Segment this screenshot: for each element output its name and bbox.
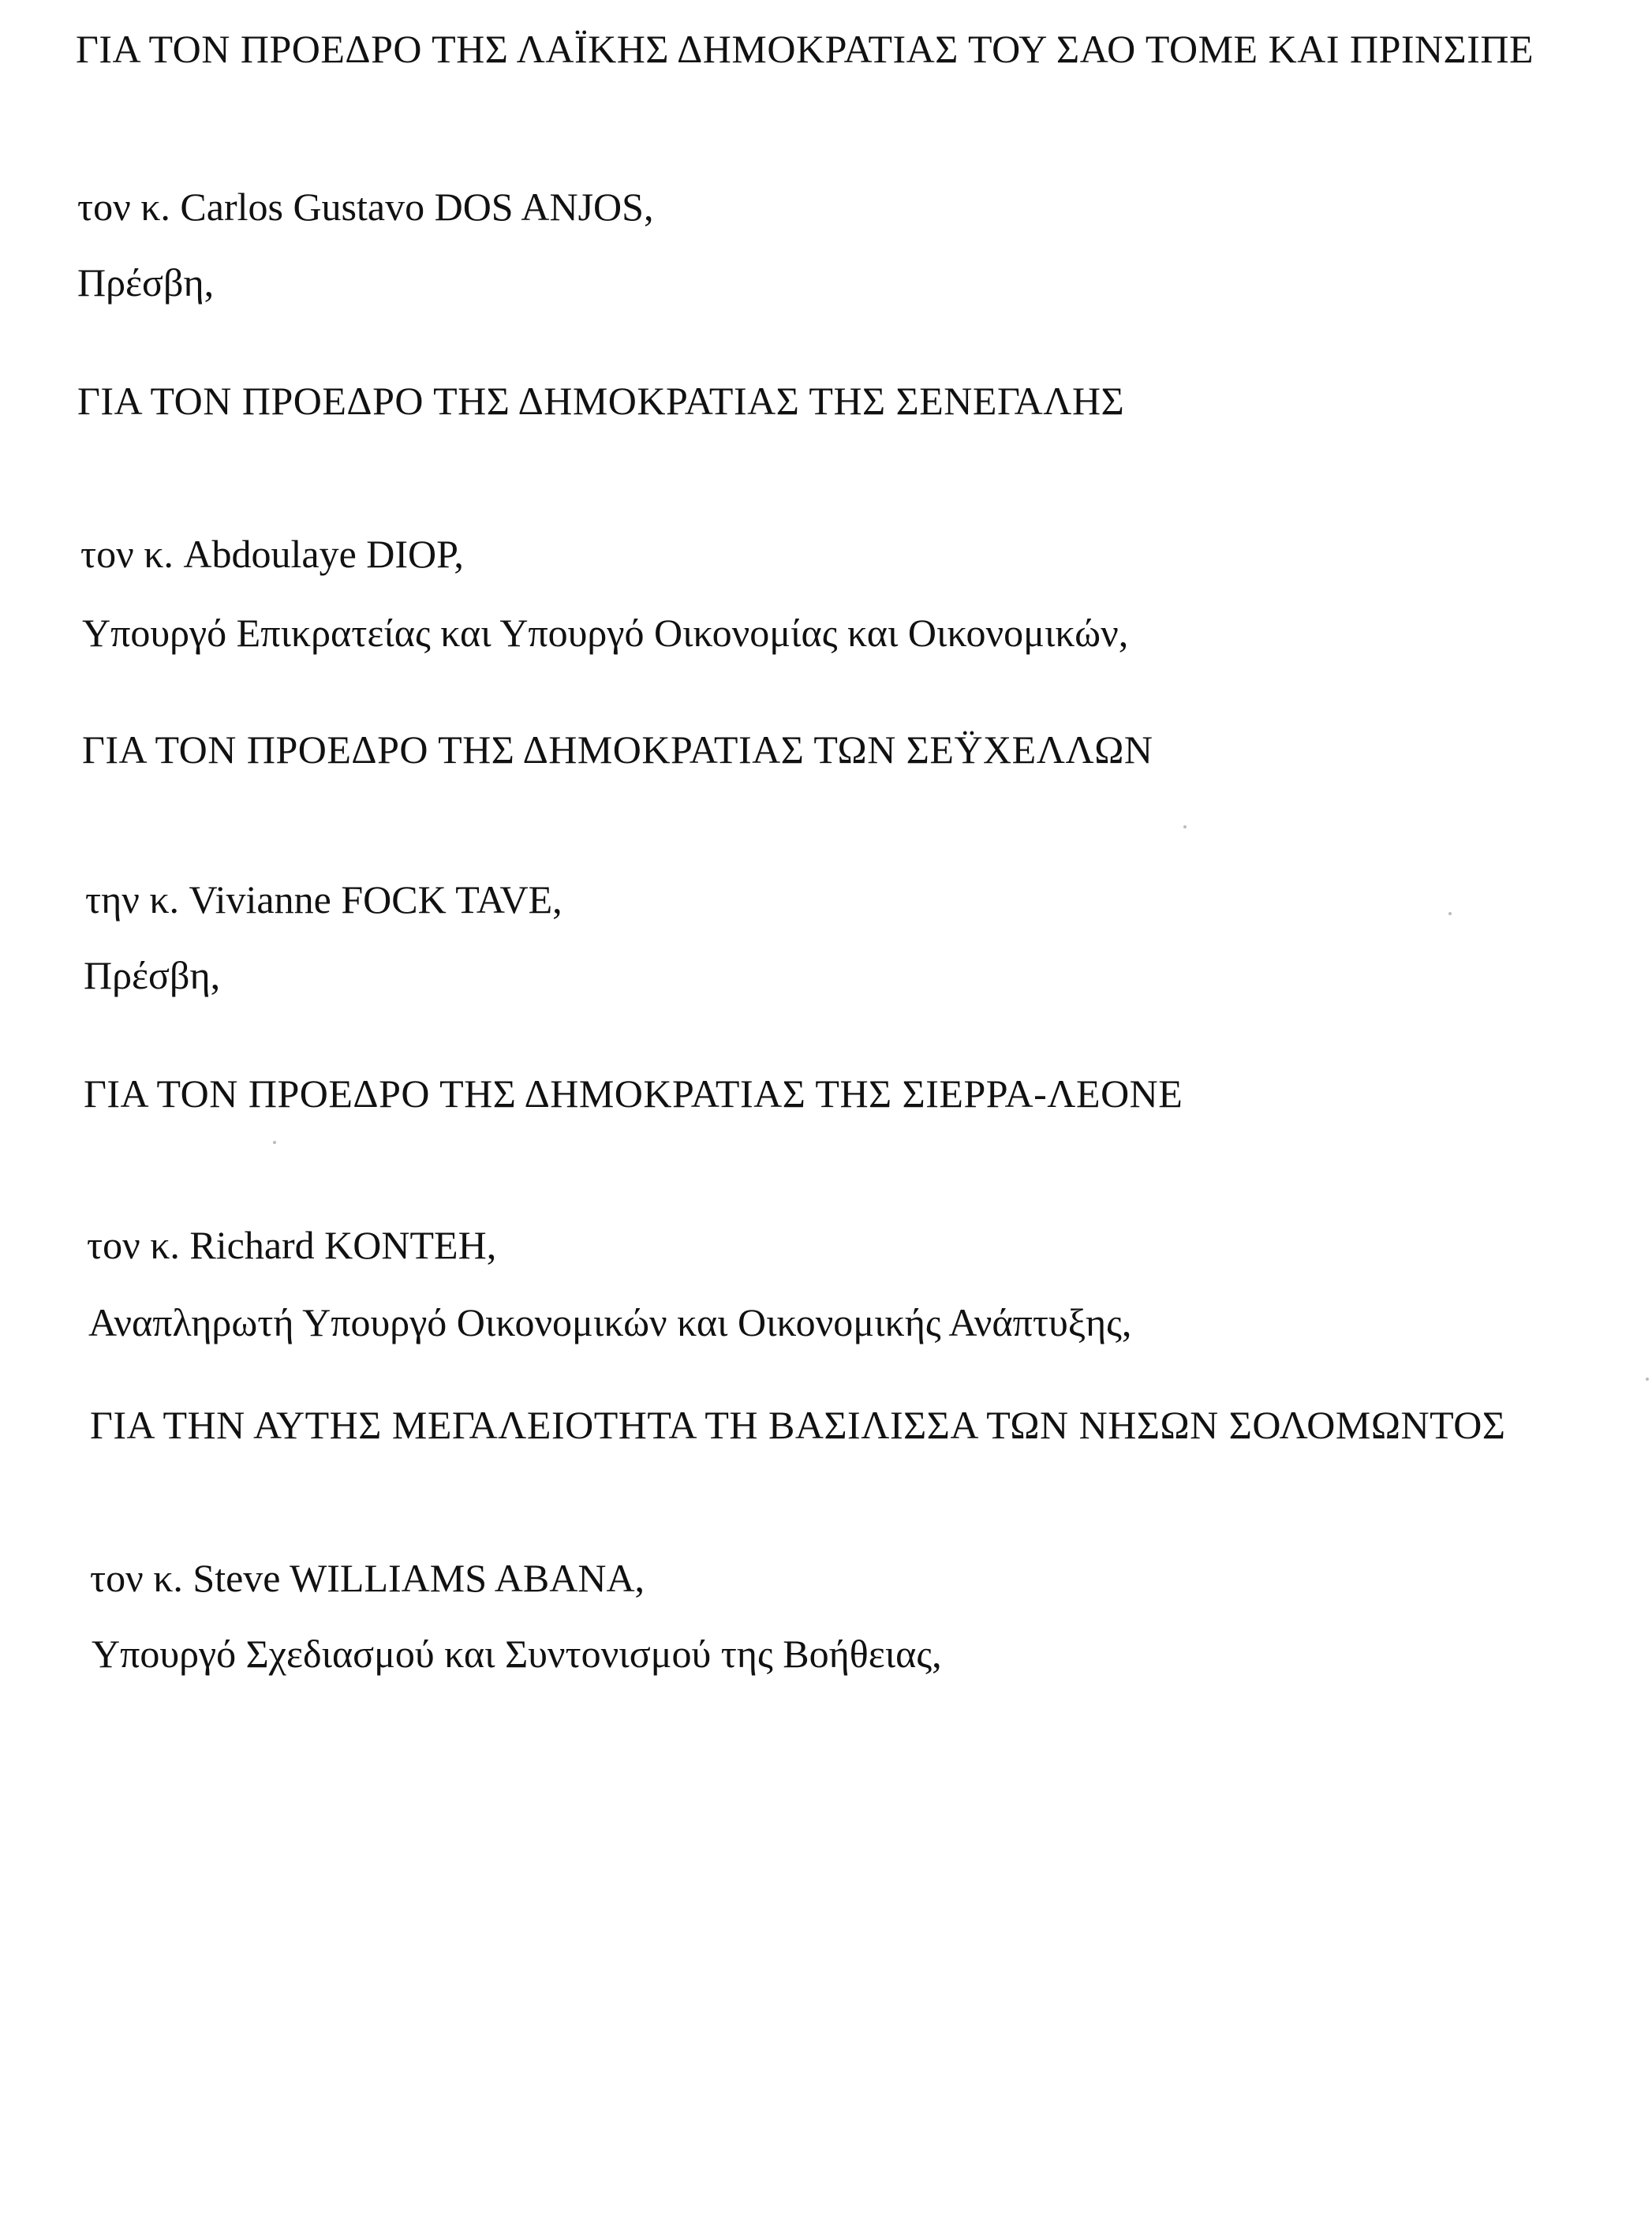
scan-speck xyxy=(1448,912,1452,915)
signatory-name: την κ. Vivianne FOCK TAVE, xyxy=(85,877,563,922)
signatory-title: Πρέσβη, xyxy=(84,953,221,997)
signatory-heading-seychelles: ΓΙΑ ΤΟΝ ΠΡΟΕΔΡΟ ΤΗΣ ΔΗΜΟΚΡΑΤΙΑΣ ΤΩΝ ΣΕΫΧΕΛΛΩΝ xyxy=(82,727,1153,772)
signatory-heading-sierra-leone: ΓΙΑ ΤΟΝ ΠΡΟΕΔΡΟ ΤΗΣ ΔΗΜΟΚΡΑΤΙΑΣ ΤΗΣ ΣΙΕΡΡΑ-ΛΕΟΝΕ xyxy=(84,1071,1183,1116)
signatory-name: τον κ. Abdoulaye DIOP, xyxy=(80,532,464,576)
signatory-heading-senegal: ΓΙΑ ΤΟΝ ΠΡΟΕΔΡΟ ΤΗΣ ΔΗΜΟΚΡΑΤΙΑΣ ΤΗΣ ΣΕΝΕΓΑΛΗΣ xyxy=(77,379,1125,423)
signatory-title: Αναπληρωτή Υπουργό Οικονομικών και Οικονομικής Ανάπτυξης, xyxy=(88,1300,1132,1344)
scan-speck xyxy=(1646,1378,1649,1381)
scan-speck xyxy=(1183,825,1187,828)
signatory-heading-sao-tome: ΓΙΑ ΤΟΝ ΠΡΟΕΔΡΟ ΤΗΣ ΛΑΪΚΗΣ ΔΗΜΟΚΡΑΤΙΑΣ ΤΟΥ ΣΑΟ ΤΟΜΕ ΚΑΙ ΠΡΙΝΣΙΠΕ xyxy=(76,27,1534,71)
signatory-heading-solomon-islands: ΓΙΑ ΤΗΝ ΑΥΤΗΣ ΜΕΓΑΛΕΙΟΤΗΤΑ ΤΗ ΒΑΣΙΛΙΣΣΑ ΤΩΝ ΝΗΣΩΝ ΣΟΛΟΜΩΝΤΟΣ xyxy=(90,1403,1506,1447)
signatory-name: τον κ. Richard KONTEH, xyxy=(87,1223,497,1267)
scan-speck xyxy=(273,1141,276,1144)
signatory-title: Πρέσβη, xyxy=(77,260,215,305)
signatory-name: τον κ. Steve WILLIAMS ABANA, xyxy=(90,1556,645,1600)
signatory-name: τον κ. Carlos Gustavo DOS ANJOS, xyxy=(77,185,654,229)
signatory-title: Υπουργό Επικρατείας και Υπουργό Οικονομίας και Οικονομικών, xyxy=(82,611,1129,655)
signatory-title: Υπουργό Σχεδιασμού και Συντονισμού της Βοήθειας, xyxy=(92,1632,942,1676)
